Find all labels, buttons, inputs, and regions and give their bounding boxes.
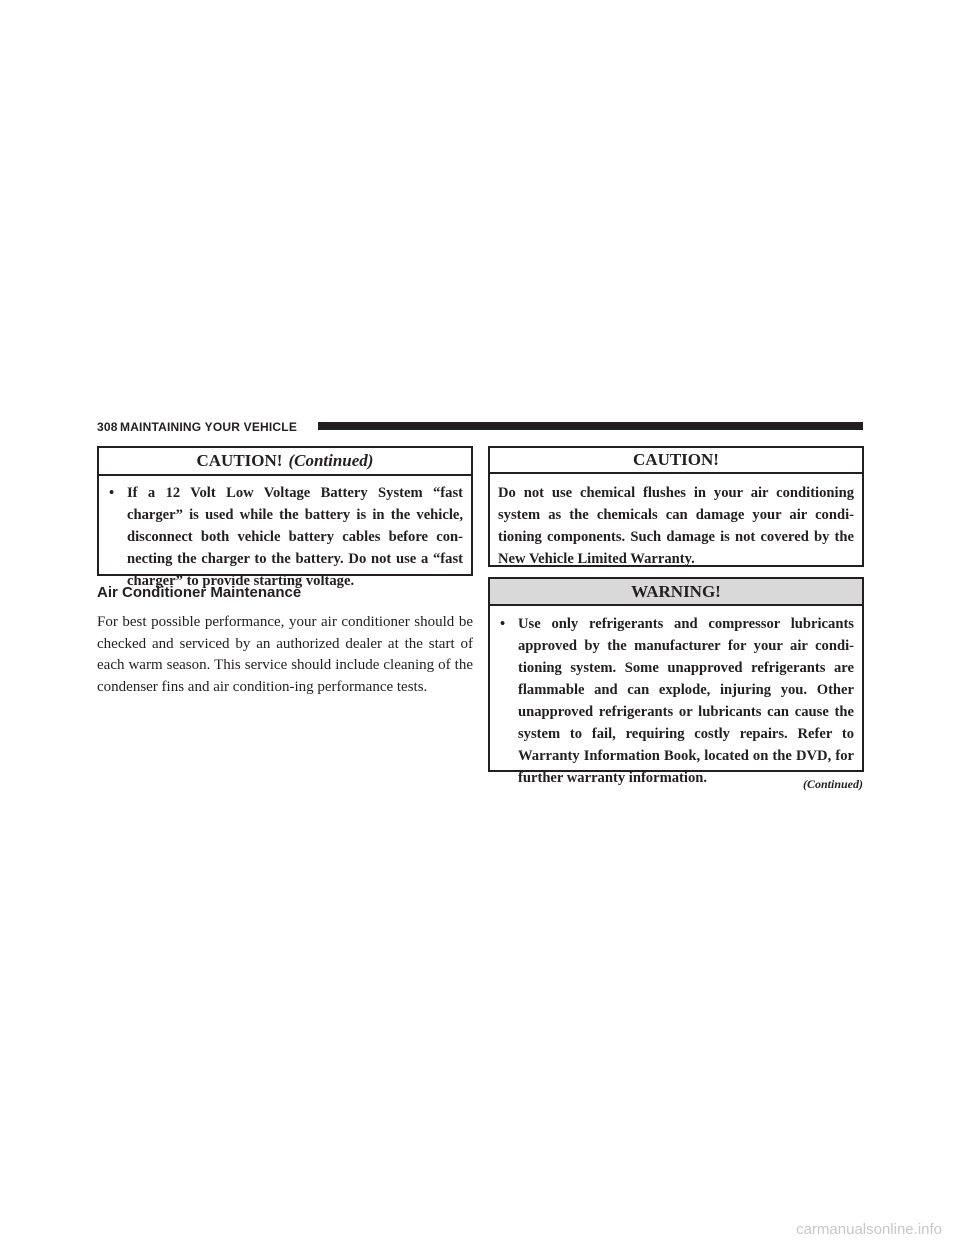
- warning-body: [490, 606, 862, 789]
- section-title: MAINTAINING YOUR VEHICLE: [120, 420, 298, 434]
- caution-bullet-text: If a 12 Volt Low Voltage Battery System “fast charger” is used while the battery is in the vehicle, disconnect both vehicle battery cables before con-necting the charger to the battery. Do not use a “fast charger” to provide starting voltage.: [127, 485, 463, 589]
- warning-title: WARNING!: [490, 579, 862, 606]
- caution-continued-title: [99, 448, 471, 476]
- header-rule: [318, 422, 863, 430]
- continued-label: (Continued): [802, 777, 863, 791]
- ac-maintenance-heading: Air Conditioner Maintenance: [97, 584, 302, 601]
- caution-ac-box: [488, 446, 864, 567]
- page-number: 308: [97, 420, 118, 434]
- caution-continued-suffix: (Continued): [288, 451, 374, 470]
- caution-continued-box: [97, 446, 473, 589]
- caution-bullet-item: [109, 482, 463, 592]
- bullet-icon: •: [500, 616, 506, 632]
- caution-title-text: CAUTION!: [196, 451, 283, 470]
- bullet-icon: •: [109, 485, 115, 501]
- caution-ac-body: Do not use chemical flushes in your air conditioning system as the chemicals can damage your air condi-tioning components. Such damage is not covered by the New Vehicle Limited Warranty.: [498, 485, 854, 567]
- watermark: carmanualsonline.info: [796, 1221, 942, 1238]
- caution-ac-title: CAUTION!: [490, 448, 862, 474]
- warning-bullet-item: [500, 613, 854, 789]
- page-header: [97, 419, 863, 435]
- ac-maintenance-paragraph: For best possible performance, your air conditioner should be checked and serviced by an authorized dealer at the start of each warm season. This service should include cleaning of the condenser fins and air condition-ing performance tests.: [97, 614, 473, 695]
- caution-continued-body: [99, 476, 471, 592]
- warning-bullet-text: Use only refrigerants and compressor lubricants approved by the manufacturer for your air condi-tioning system. Some unapproved refrigerants are flammable and can explode, injuring you. Other unapproved refrigerants or lubricants can cause the system to fail, requiring costly repairs. Refer to Warranty Information Book, located on the DVD, for further warranty information.: [518, 616, 854, 786]
